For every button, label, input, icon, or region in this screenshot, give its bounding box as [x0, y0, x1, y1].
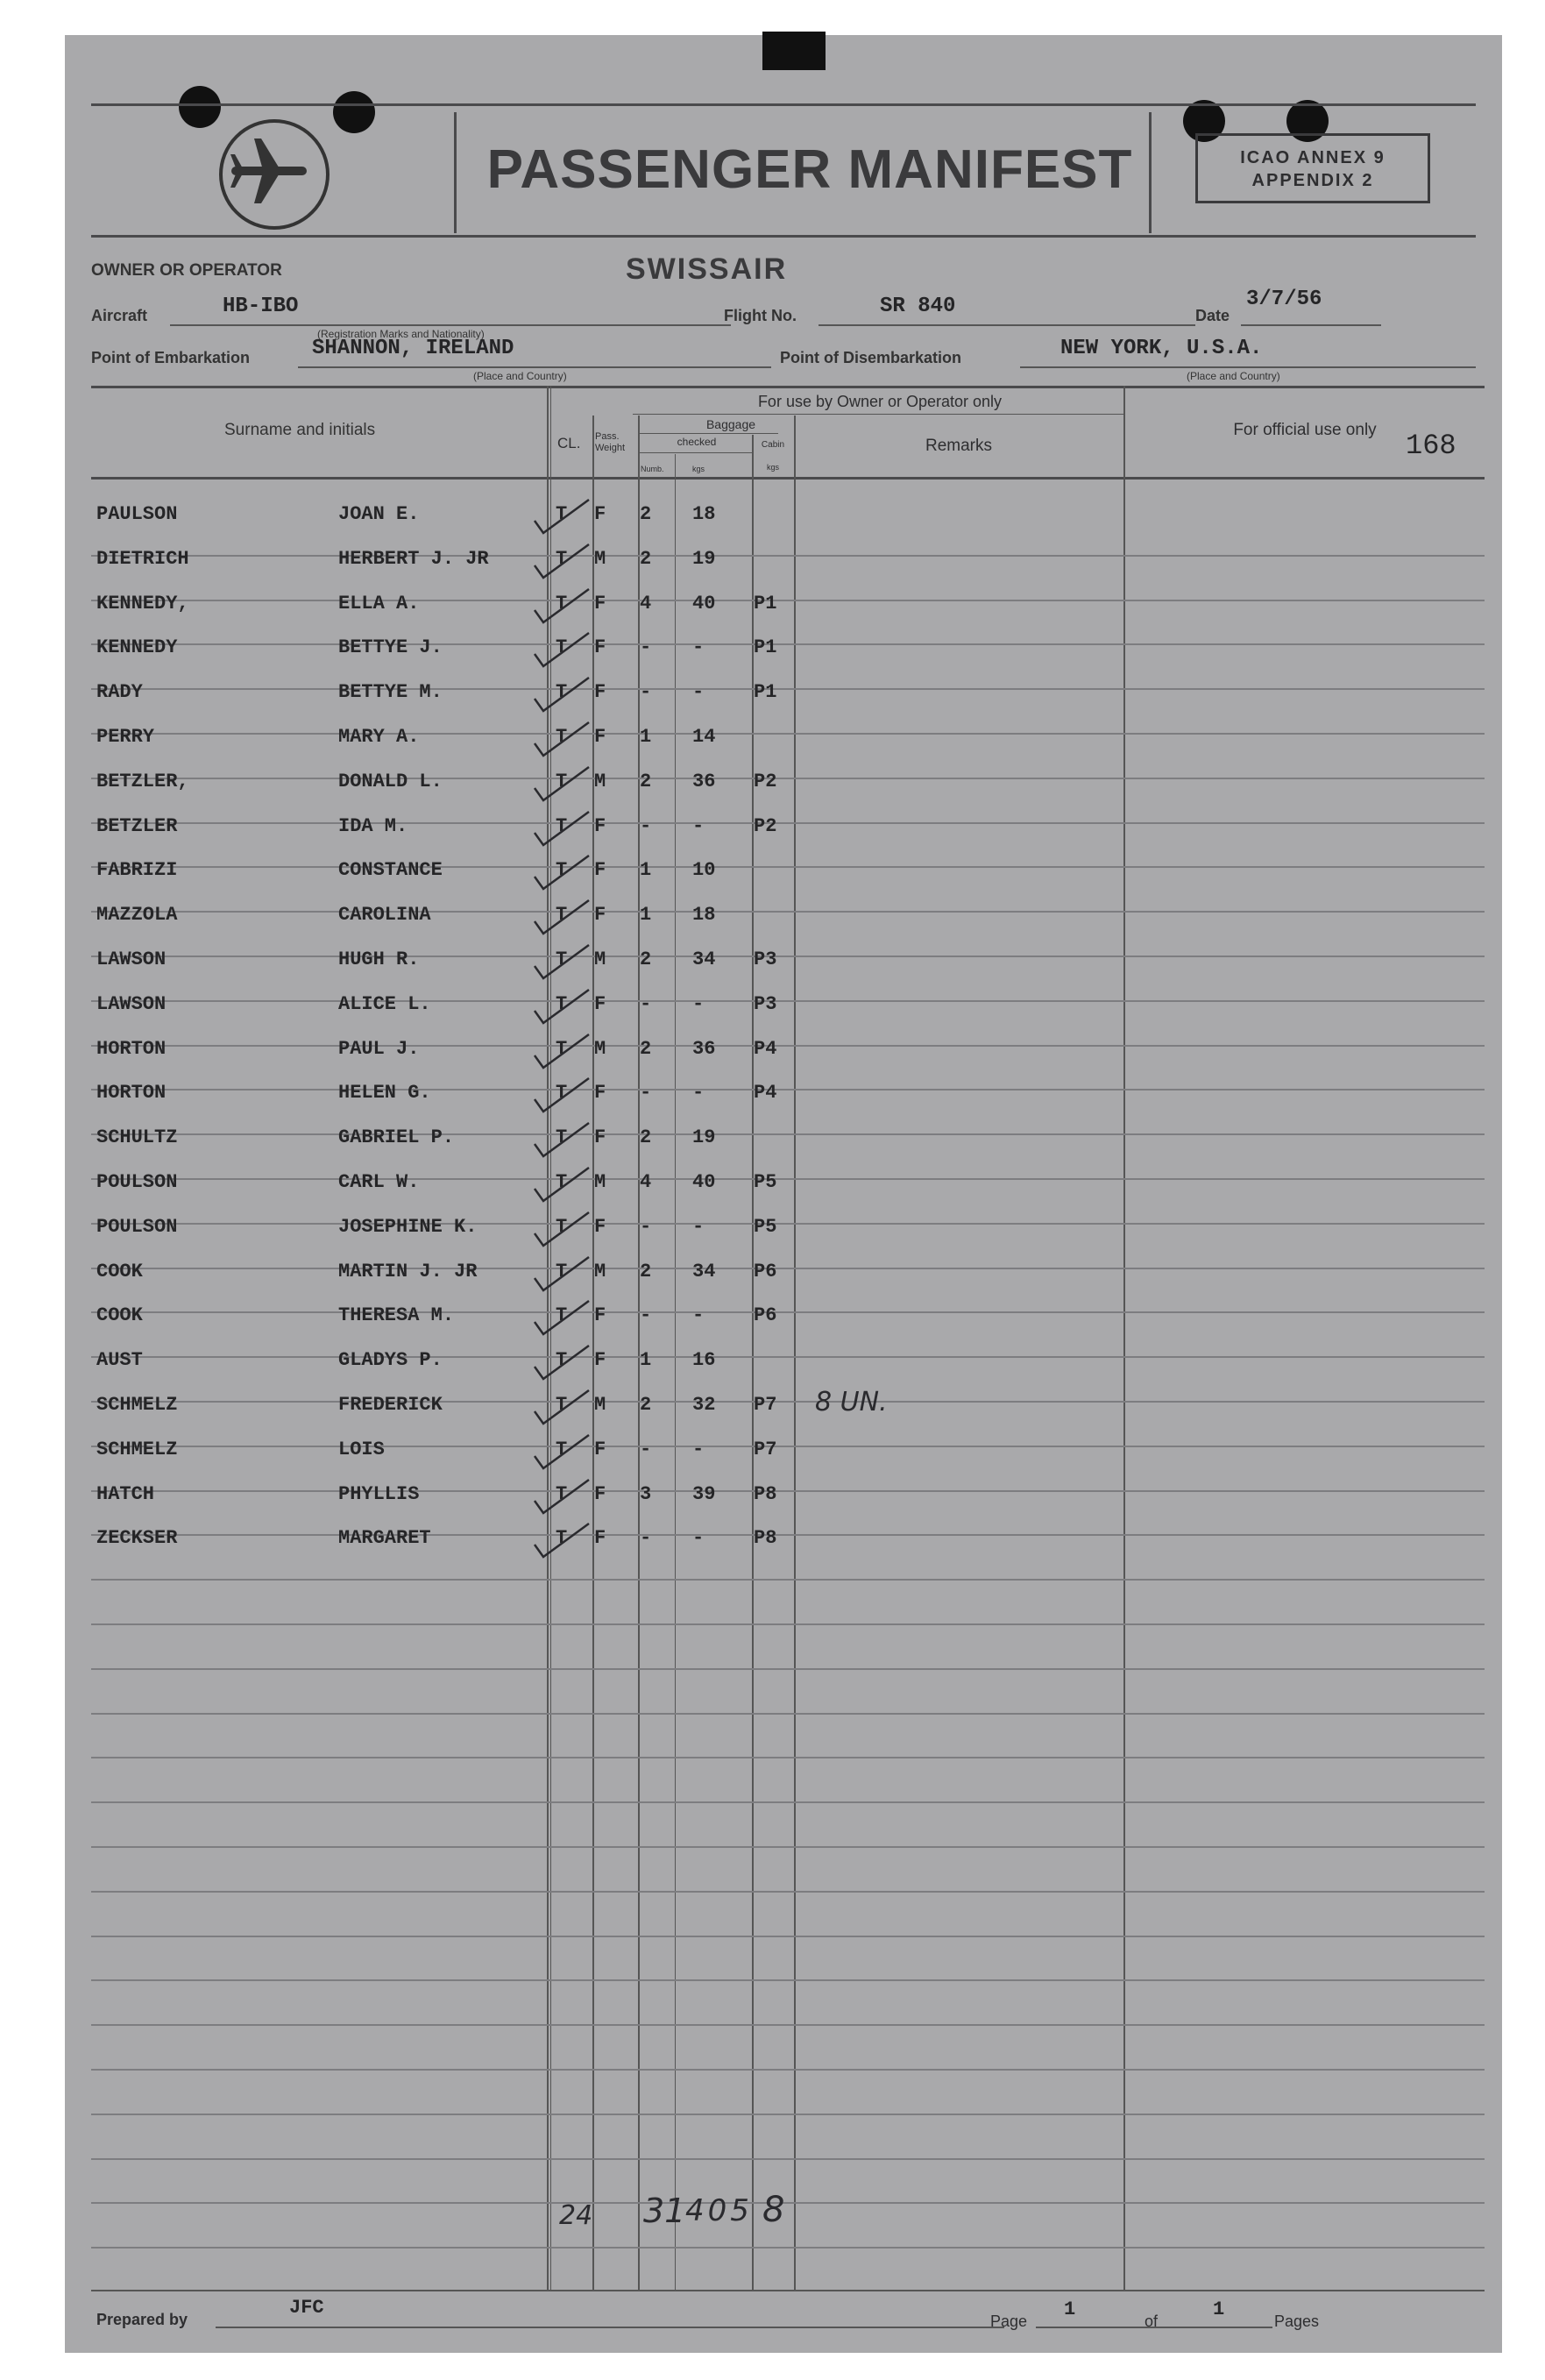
- row-rule: [91, 1668, 1485, 1670]
- check-mark-icon: [528, 1073, 598, 1117]
- bag-kgs-cell: 14: [692, 726, 716, 748]
- bag-count-cell: 4: [640, 1171, 652, 1193]
- surname-cell: AUST: [96, 1349, 143, 1372]
- weight-cell: F: [594, 726, 606, 748]
- col-cl: CL.: [557, 435, 581, 451]
- surname-cell: ZECKSER: [96, 1527, 178, 1550]
- aircraft-value: HB-IBO: [223, 295, 299, 318]
- bag-count-cell: 1: [640, 1349, 652, 1372]
- icao-appendix: APPENDIX 2: [1251, 171, 1374, 190]
- check-mark-icon: [528, 1518, 598, 1562]
- col-surname: Surname and initials: [224, 421, 376, 439]
- row-rule: [91, 1801, 1485, 1803]
- table-row: [65, 1480, 1485, 1515]
- initials-cell: BETTYE M.: [338, 681, 443, 704]
- bag-kgs-cell: -: [692, 1438, 705, 1460]
- bag-count-cell: 1: [640, 726, 652, 748]
- row-rule: [91, 2069, 1485, 2071]
- table-row: [65, 1387, 1485, 1425]
- bag-kgs-cell: -: [692, 636, 705, 659]
- official-number: 168: [1406, 430, 1456, 462]
- class-cell: T: [556, 770, 568, 792]
- row-rule: [91, 1579, 1485, 1581]
- bag-count-cell: 2: [640, 1037, 652, 1060]
- check-mark-icon: [528, 1340, 598, 1384]
- surname-cell: MAZZOLA: [96, 904, 178, 927]
- disembark-value: NEW YORK, U.S.A.: [1060, 337, 1263, 360]
- bag-kgs-cell: 32: [692, 1394, 716, 1416]
- surname-cell: KENNEDY: [96, 636, 178, 659]
- bag-kgs-cell: 39: [692, 1482, 716, 1505]
- row-rule: [91, 1936, 1485, 1937]
- check-mark-icon: [528, 1252, 598, 1296]
- weight-cell: M: [594, 1260, 606, 1282]
- weight-cell: M: [594, 547, 606, 570]
- surname-cell: BETZLER: [96, 814, 178, 837]
- owner-label: OWNER OR OPERATOR: [91, 261, 282, 280]
- surname-cell: KENNEDY,: [96, 592, 189, 615]
- class-cell: T: [556, 547, 568, 570]
- surname-cell: PAULSON: [96, 503, 178, 525]
- bag-kgs-cell: 40: [692, 1171, 716, 1193]
- bag-count-cell: -: [640, 992, 652, 1015]
- bag-kgs-cell: -: [692, 1082, 705, 1105]
- surname-cell: HATCH: [96, 1482, 155, 1505]
- initials-cell: HUGH R.: [338, 948, 420, 970]
- total-numb: 31: [643, 2192, 686, 2230]
- cabin-cell: P2: [754, 814, 777, 837]
- initials-cell: IDA M.: [338, 814, 408, 837]
- surname-cell: HORTON: [96, 1037, 167, 1060]
- initials-cell: FREDERICK: [338, 1394, 443, 1416]
- header-divider: [1149, 112, 1152, 233]
- initials-cell: CARL W.: [338, 1171, 420, 1193]
- initials-cell: DONALD L.: [338, 770, 443, 792]
- bag-count-cell: -: [640, 1304, 652, 1327]
- class-cell: T: [556, 992, 568, 1015]
- page-label: Page: [990, 2313, 1028, 2330]
- date-value: 3/7/56: [1246, 288, 1322, 311]
- registration-note: (Registration Marks and Nationality): [317, 328, 485, 340]
- bag-kgs-cell: 34: [692, 1260, 716, 1282]
- bag-count-cell: -: [640, 681, 652, 704]
- table-top-rule: [91, 386, 1485, 388]
- bag-count-cell: -: [640, 636, 652, 659]
- row-rule: [91, 1713, 1485, 1715]
- bag-kgs-cell: 19: [692, 547, 716, 570]
- table-row: [65, 1435, 1485, 1470]
- bag-kgs-cell: 36: [692, 1037, 716, 1060]
- initials-cell: CAROLINA: [338, 904, 431, 927]
- row-rule: [91, 1757, 1485, 1758]
- check-mark-icon: [528, 584, 598, 628]
- surname-cell: SCHMELZ: [96, 1438, 178, 1460]
- class-cell: T: [556, 1349, 568, 1372]
- place-note: (Place and Country): [1187, 370, 1280, 382]
- manifest-page: [65, 35, 1502, 2353]
- class-cell: T: [556, 1126, 568, 1149]
- bag-count-cell: -: [640, 1527, 652, 1550]
- weight-cell: F: [594, 503, 606, 525]
- header-top-rule: [91, 103, 1476, 106]
- bag-kgs-cell: -: [692, 681, 705, 704]
- check-mark-icon: [528, 539, 598, 583]
- cabin-cell: P5: [754, 1171, 777, 1193]
- cabin-cell: P2: [754, 770, 777, 792]
- bag-kgs-cell: 40: [692, 592, 716, 615]
- row-rule: [91, 1623, 1485, 1625]
- disembark-label: Point of Disembarkation: [780, 349, 962, 366]
- table-row: [65, 500, 1485, 535]
- class-cell: T: [556, 904, 568, 927]
- table-row: [65, 767, 1485, 802]
- initials-cell: PAUL J.: [338, 1037, 420, 1060]
- weight-cell: F: [594, 636, 606, 659]
- cabin-cell: P4: [754, 1037, 777, 1060]
- bag-count-cell: 2: [640, 503, 652, 525]
- of-value: 1: [1213, 2298, 1225, 2320]
- surname-cell: LAWSON: [96, 948, 167, 970]
- initials-cell: MARTIN J. JR: [338, 1260, 478, 1282]
- surname-cell: RADY: [96, 681, 143, 704]
- table-row: [65, 990, 1485, 1025]
- bag-count-cell: 2: [640, 1126, 652, 1149]
- check-mark-icon: [528, 1296, 598, 1339]
- surname-cell: COOK: [96, 1260, 143, 1282]
- weight-cell: F: [594, 1304, 606, 1327]
- initials-cell: PHYLLIS: [338, 1482, 420, 1505]
- cabin-cell: P3: [754, 992, 777, 1015]
- table-row: [65, 1301, 1485, 1336]
- table-row: [65, 900, 1485, 935]
- bag-kgs-cell: 36: [692, 770, 716, 792]
- cabin-cell: P7: [754, 1438, 777, 1460]
- class-cell: T: [556, 726, 568, 748]
- total-cabin: 8: [762, 2190, 785, 2230]
- check-mark-icon: [528, 850, 598, 894]
- weight-cell: F: [594, 681, 606, 704]
- weight-cell: F: [594, 859, 606, 882]
- prepared-label: Prepared by: [96, 2311, 188, 2328]
- prepared-value: JFC: [289, 2297, 324, 2319]
- binder-tab: [762, 32, 826, 70]
- row-rule: [91, 2202, 1485, 2204]
- embark-label: Point of Embarkation: [91, 349, 251, 366]
- table-row: [65, 812, 1485, 847]
- row-rule: [91, 1891, 1485, 1893]
- class-cell: T: [556, 592, 568, 615]
- col-baggage: Baggage: [705, 417, 756, 431]
- class-cell: T: [556, 1482, 568, 1505]
- class-cell: T: [556, 1527, 568, 1550]
- cabin-cell: P4: [754, 1082, 777, 1105]
- initials-cell: MARY A.: [338, 726, 420, 748]
- flight-value: SR 840: [880, 295, 956, 318]
- bag-count-cell: -: [640, 1215, 652, 1238]
- cabin-cell: P1: [754, 681, 777, 704]
- bag-count-cell: 1: [640, 904, 652, 927]
- check-mark-icon: [528, 672, 598, 716]
- row-rule: [91, 2247, 1485, 2249]
- initials-cell: GLADYS P.: [338, 1349, 443, 1372]
- col-checked: checked: [677, 436, 717, 448]
- row-rule: [91, 2024, 1485, 2026]
- cabin-cell: P6: [754, 1304, 777, 1327]
- check-mark-icon: [528, 494, 598, 538]
- table-row: [65, 1346, 1485, 1381]
- class-cell: T: [556, 1394, 568, 1416]
- bag-kgs-cell: -: [692, 1215, 705, 1238]
- surname-cell: BETZLER,: [96, 770, 189, 792]
- initials-cell: ELLA A.: [338, 592, 420, 615]
- row-rule: [91, 2158, 1485, 2160]
- table-row: [65, 722, 1485, 757]
- initials-cell: JOSEPHINE K.: [338, 1215, 478, 1238]
- bag-count-cell: -: [640, 1438, 652, 1460]
- table-row: [65, 1168, 1485, 1203]
- bag-count-cell: 2: [640, 547, 652, 570]
- class-cell: T: [556, 814, 568, 837]
- total-cl: 24: [559, 2200, 593, 2231]
- table-row: [65, 633, 1485, 668]
- check-mark-icon: [528, 1207, 598, 1251]
- bag-count-cell: 2: [640, 1394, 652, 1416]
- weight-cell: F: [594, 1482, 606, 1505]
- surname-cell: FABRIZI: [96, 859, 178, 882]
- check-mark-icon: [528, 1474, 598, 1518]
- weight-cell: F: [594, 992, 606, 1015]
- check-mark-icon: [528, 806, 598, 850]
- bag-kgs-cell: -: [692, 814, 705, 837]
- flight-label: Flight No.: [724, 307, 797, 324]
- bag-kgs-cell: 18: [692, 904, 716, 927]
- initials-cell: MARGARET: [338, 1527, 431, 1550]
- initials-cell: HERBERT J. JR: [338, 547, 489, 570]
- bag-count-cell: -: [640, 814, 652, 837]
- class-cell: T: [556, 503, 568, 525]
- cabin-cell: P7: [754, 1394, 777, 1416]
- icao-box: [1195, 133, 1430, 203]
- table-row: [65, 589, 1485, 624]
- airplane-logo-icon: [219, 119, 330, 230]
- check-mark-icon: [528, 984, 598, 1028]
- weight-cell: F: [594, 814, 606, 837]
- bag-kgs-cell: 16: [692, 1349, 716, 1372]
- row-rule: [91, 1846, 1485, 1848]
- initials-cell: CONSTANCE: [338, 859, 443, 882]
- weight-cell: F: [594, 1527, 606, 1550]
- cabin-cell: P5: [754, 1215, 777, 1238]
- initials-cell: LOIS: [338, 1438, 385, 1460]
- weight-cell: M: [594, 1171, 606, 1193]
- table-row: [65, 1078, 1485, 1113]
- weight-cell: F: [594, 1215, 606, 1238]
- aircraft-label: Aircraft: [91, 307, 148, 324]
- check-mark-icon: [528, 1029, 598, 1073]
- table-row: [65, 856, 1485, 891]
- weight-cell: M: [594, 948, 606, 970]
- check-mark-icon: [528, 1162, 598, 1206]
- check-mark-icon: [528, 762, 598, 806]
- bag-kgs-cell: 19: [692, 1126, 716, 1149]
- bag-count-cell: 2: [640, 770, 652, 792]
- class-cell: T: [556, 1438, 568, 1460]
- bag-count-cell: 2: [640, 1260, 652, 1282]
- table-row: [65, 1212, 1485, 1247]
- initials-cell: JOAN E.: [338, 503, 420, 525]
- header-divider: [454, 112, 457, 233]
- pages-label: Pages: [1274, 2313, 1320, 2330]
- class-cell: T: [556, 1171, 568, 1193]
- surname-cell: PERRY: [96, 726, 155, 748]
- class-cell: T: [556, 948, 568, 970]
- surname-cell: COOK: [96, 1304, 143, 1327]
- class-cell: T: [556, 1082, 568, 1105]
- surname-cell: POULSON: [96, 1215, 178, 1238]
- col-cabin: Cabin: [761, 440, 785, 450]
- class-cell: T: [556, 1304, 568, 1327]
- class-cell: T: [556, 681, 568, 704]
- row-rule: [91, 1979, 1485, 1981]
- table-row: [65, 1123, 1485, 1158]
- punch-hole-left-1: [179, 86, 221, 128]
- bag-count-cell: 4: [640, 592, 652, 615]
- col-cabin-kgs: kgs: [766, 463, 779, 472]
- page-value: 1: [1064, 2298, 1076, 2320]
- weight-cell: F: [594, 1349, 606, 1372]
- cabin-cell: P8: [754, 1482, 777, 1505]
- weight-cell: F: [594, 1126, 606, 1149]
- table-row: [65, 945, 1485, 980]
- cabin-cell: P3: [754, 948, 777, 970]
- page-title: PASSENGER MANIFEST: [486, 139, 1133, 200]
- bag-kgs-cell: 34: [692, 948, 716, 970]
- col-owner-only: For use by Owner or Operator only: [757, 393, 1003, 410]
- cabin-cell: P6: [754, 1260, 777, 1282]
- header-bottom-rule: [91, 235, 1476, 238]
- place-note: (Place and Country): [473, 370, 567, 382]
- weight-cell: F: [594, 1438, 606, 1460]
- bag-count-cell: 3: [640, 1482, 652, 1505]
- cabin-cell: P1: [754, 592, 777, 615]
- weight-cell: F: [594, 904, 606, 927]
- class-cell: T: [556, 1215, 568, 1238]
- bag-kgs-cell: -: [692, 992, 705, 1015]
- table-row: [65, 1257, 1485, 1292]
- class-cell: T: [556, 859, 568, 882]
- surname-cell: LAWSON: [96, 992, 167, 1015]
- col-kgs: kgs: [692, 465, 705, 473]
- weight-cell: F: [594, 1082, 606, 1105]
- cabin-cell: P8: [754, 1527, 777, 1550]
- check-mark-icon: [528, 717, 598, 761]
- date-label: Date: [1195, 307, 1230, 324]
- bag-count-cell: 2: [640, 948, 652, 970]
- weight-cell: M: [594, 1037, 606, 1060]
- bag-kgs-cell: 10: [692, 859, 716, 882]
- check-mark-icon: [528, 1385, 598, 1429]
- initials-cell: THERESA M.: [338, 1304, 455, 1327]
- cabin-cell: P1: [754, 636, 777, 659]
- check-mark-icon: [528, 940, 598, 984]
- weight-cell: M: [594, 1394, 606, 1416]
- col-official: For official use only: [1233, 421, 1377, 439]
- check-mark-icon: [528, 1118, 598, 1162]
- class-cell: T: [556, 1260, 568, 1282]
- surname-cell: POULSON: [96, 1171, 178, 1193]
- bag-kgs-cell: 18: [692, 503, 716, 525]
- initials-cell: GABRIEL P.: [338, 1126, 455, 1149]
- initials-cell: ALICE L.: [338, 992, 431, 1015]
- table-row: [65, 544, 1485, 579]
- class-cell: T: [556, 1037, 568, 1060]
- surname-cell: HORTON: [96, 1082, 167, 1105]
- class-cell: T: [556, 636, 568, 659]
- bag-count-cell: -: [640, 1082, 652, 1105]
- check-mark-icon: [528, 895, 598, 939]
- col-remarks: Remarks: [925, 437, 992, 455]
- row-rule: [91, 2114, 1485, 2115]
- table-row: [65, 678, 1485, 713]
- table-row: [65, 1034, 1485, 1069]
- table-row: [65, 1524, 1485, 1559]
- punch-hole-left-2: [333, 91, 375, 133]
- of-label: of: [1145, 2313, 1159, 2330]
- surname-cell: SCHULTZ: [96, 1126, 178, 1149]
- weight-cell: F: [594, 592, 606, 615]
- owner-value: SWISSAIR: [626, 252, 788, 286]
- col-pass-weight: Pass. Weight: [595, 431, 626, 453]
- initials-cell: HELEN G.: [338, 1082, 431, 1105]
- surname-cell: SCHMELZ: [96, 1394, 178, 1416]
- bag-kgs-cell: -: [692, 1527, 705, 1550]
- icao-annex: ICAO ANNEX 9: [1240, 148, 1386, 167]
- bag-count-cell: 1: [640, 859, 652, 882]
- embark-value: SHANNON, IRELAND: [312, 337, 514, 360]
- remark-cell: 8 UN.: [815, 1387, 888, 1417]
- col-numb: Numb.: [641, 465, 664, 473]
- initials-cell: BETTYE J.: [338, 636, 443, 659]
- bag-kgs-cell: -: [692, 1304, 705, 1327]
- weight-cell: M: [594, 770, 606, 792]
- total-kgs: 405: [685, 2193, 753, 2228]
- check-mark-icon: [528, 628, 598, 671]
- check-mark-icon: [528, 1430, 598, 1474]
- surname-cell: DIETRICH: [96, 547, 189, 570]
- table-header-rule: [91, 477, 1485, 480]
